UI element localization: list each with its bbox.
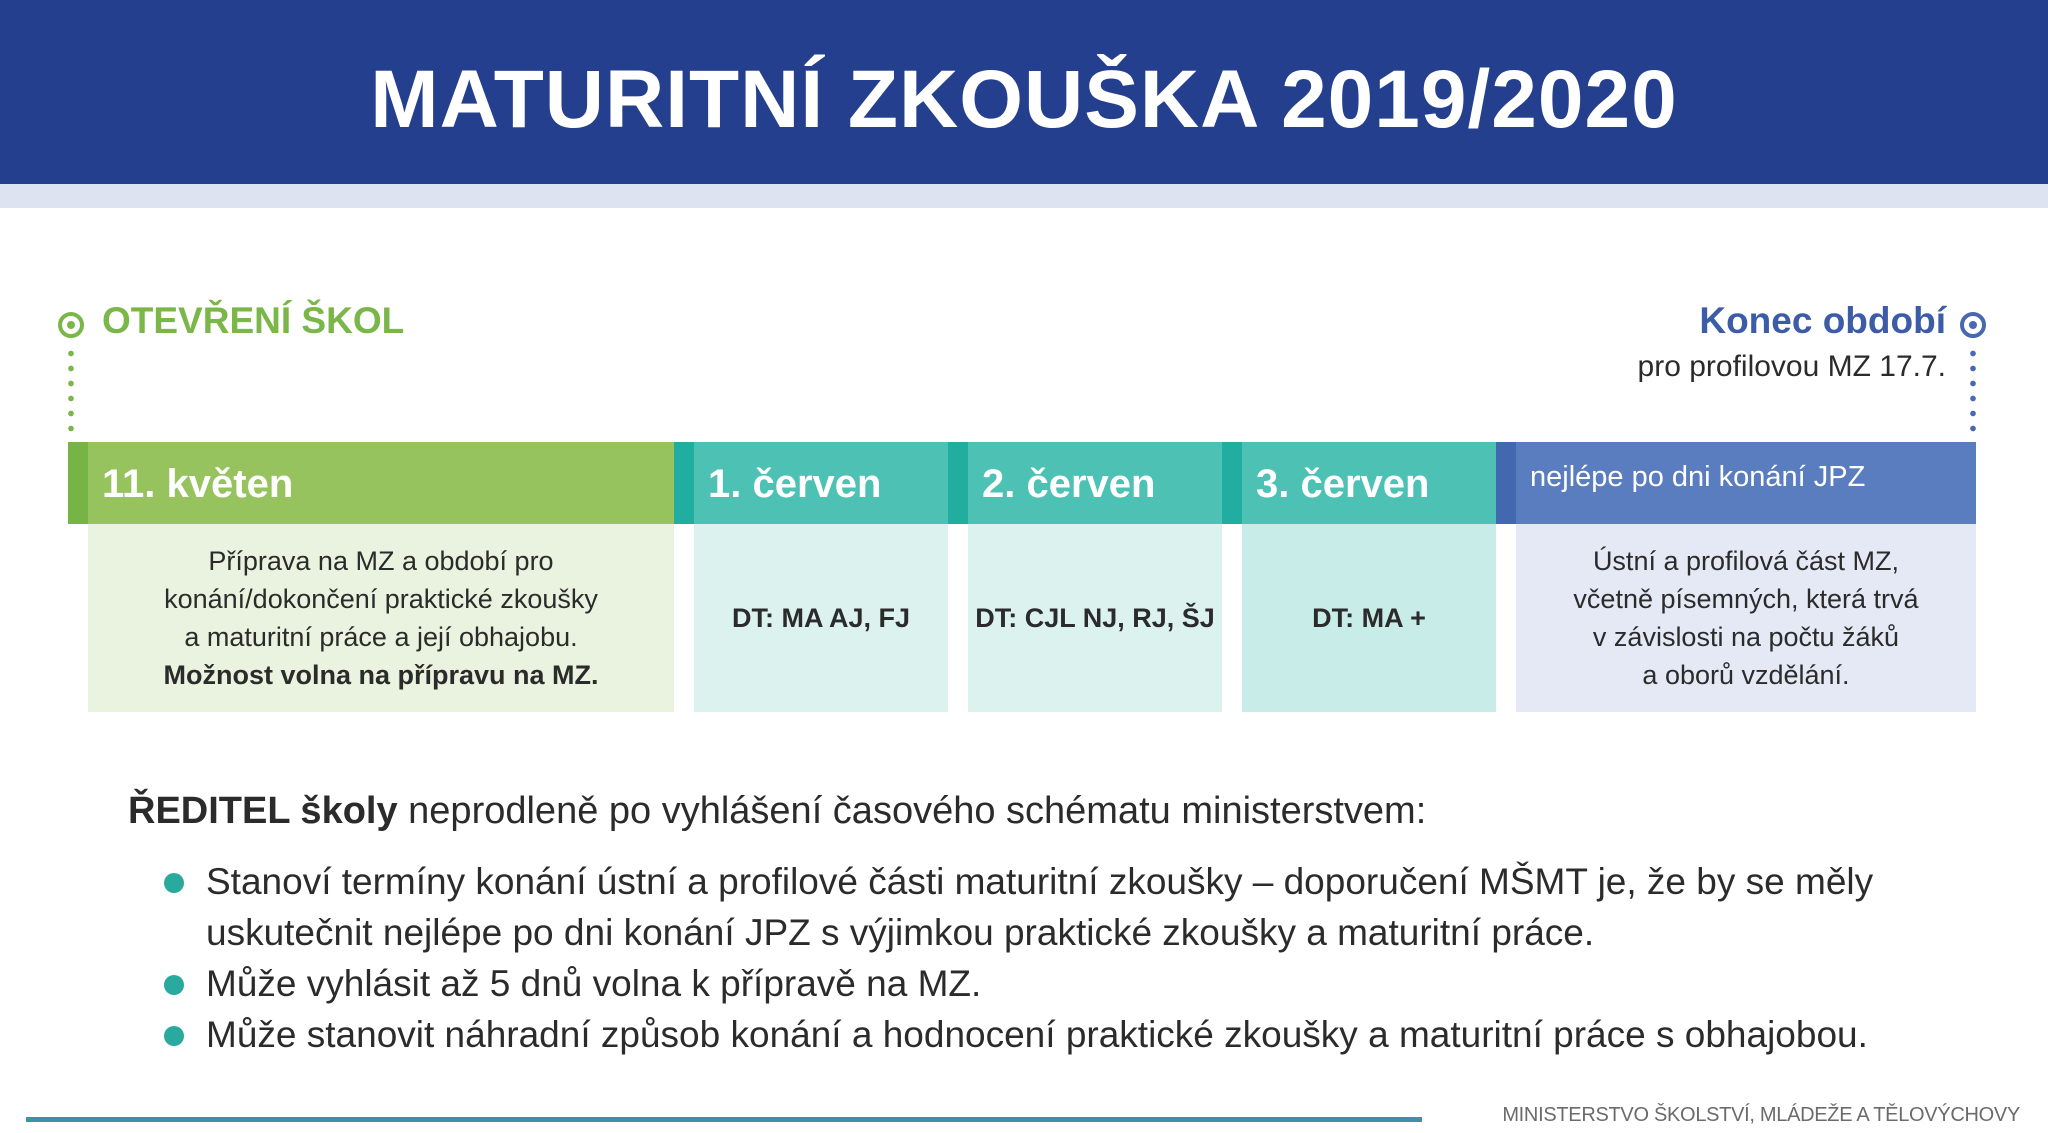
column-accent [948,442,968,524]
column-text-line: v závislosti na počtu žáků [1592,622,1900,652]
list-item-line: Může vyhlásit až 5 dnů volna k přípravě na MZ. [206,963,982,1004]
timeline-column-body-1 [88,524,674,712]
timeline-column-head-4 [1222,442,1496,524]
column-accent [674,442,694,524]
bullet-dot-icon [164,873,184,893]
page-title: MATURITNÍ ZKOUŠKA 2019/2020 [370,54,1678,145]
header-strip [0,184,2048,208]
column-text-line: Ústní a profilová část MZ, [1592,546,1900,576]
column-accent [1496,442,1516,524]
column-heading: 3. červen [1256,462,1430,506]
timeline-column-head-1 [68,442,674,524]
timeline-end-label: Konec období [1699,300,1946,341]
column-text-bold-line: DT: MA + [1312,603,1426,633]
column-text-bold-line: DT: MA AJ, FJ [731,603,910,633]
column-heading: 2. červen [982,462,1156,506]
list-item [160,856,2020,958]
column-heading: 11. květen [102,462,294,506]
footer-divider [26,1117,1422,1122]
bullet-dot-icon [164,975,184,995]
timeline-column-body-2 [694,524,948,712]
timeline-start-label: OTEVŘENÍ ŠKOL [102,300,405,341]
director-intro [128,790,1426,833]
column-accent [68,442,88,524]
timeline-column-head-2 [674,442,948,524]
column-text-line: konání/dokončení praktické zkoušky [164,584,598,614]
timeline-start-marker-icon [58,312,84,338]
list-item [160,958,2020,1009]
timeline-column-body-5 [1516,524,1976,712]
column-text-bold-line: Možnost volna na přípravu na MZ. [163,660,599,690]
director-bullet-list [160,856,2020,1060]
column-text-line: a oborů vzdělání. [1642,660,1850,690]
timeline-column-body-3 [968,524,1222,712]
column-accent [1222,442,1242,524]
list-item [160,1009,2020,1060]
timeline-column-body-4 [1242,524,1496,712]
timeline-column-head-3 [948,442,1222,524]
timeline-column-head-5 [1496,442,1976,524]
list-item-line: Stanoví termíny konání ústní a profilové části maturitní zkoušky – doporučení MŠMT je, že by se měly [206,861,1874,902]
column-heading: nejlépe po dni konání JPZ [1530,461,1866,493]
column-heading: 1. červen [708,462,882,506]
column-text-line: Příprava na MZ a období pro [208,546,554,576]
bullet-dot-icon [164,1026,184,1046]
timeline-end-marker-icon [1960,312,1986,338]
director-intro-bold: ŘEDITEL školy [128,790,398,832]
column-text-line: včetně písemných, která trvá [1573,584,1919,614]
footer-ministry-name: MINISTERSTVO ŠKOLSTVÍ, MLÁDEŽE A TĚLOVÝCHOVY [1502,1104,2020,1126]
list-item-line: Může stanovit náhradní způsob konání a hodnocení praktické zkoušky a maturitní práce s obhajobou. [206,1014,1868,1055]
column-text-line: a maturitní práce a její obhajobu. [184,622,578,652]
list-item-line: uskutečnit nejlépe po dni konání JPZ s výjimkou praktické zkoušky a maturitní práce. [206,912,1595,953]
director-intro-text: neprodleně po vyhlášení časového schématu ministerstvem: [397,790,1427,832]
timeline-end-dotted-line [1970,346,1976,434]
timeline-end-sublabel: pro profilovou MZ 17.7. [1637,350,1946,383]
timeline-start-dotted-line [68,346,74,434]
column-text-bold-line: DT: CJL NJ, RJ, ŠJ [975,603,1215,633]
